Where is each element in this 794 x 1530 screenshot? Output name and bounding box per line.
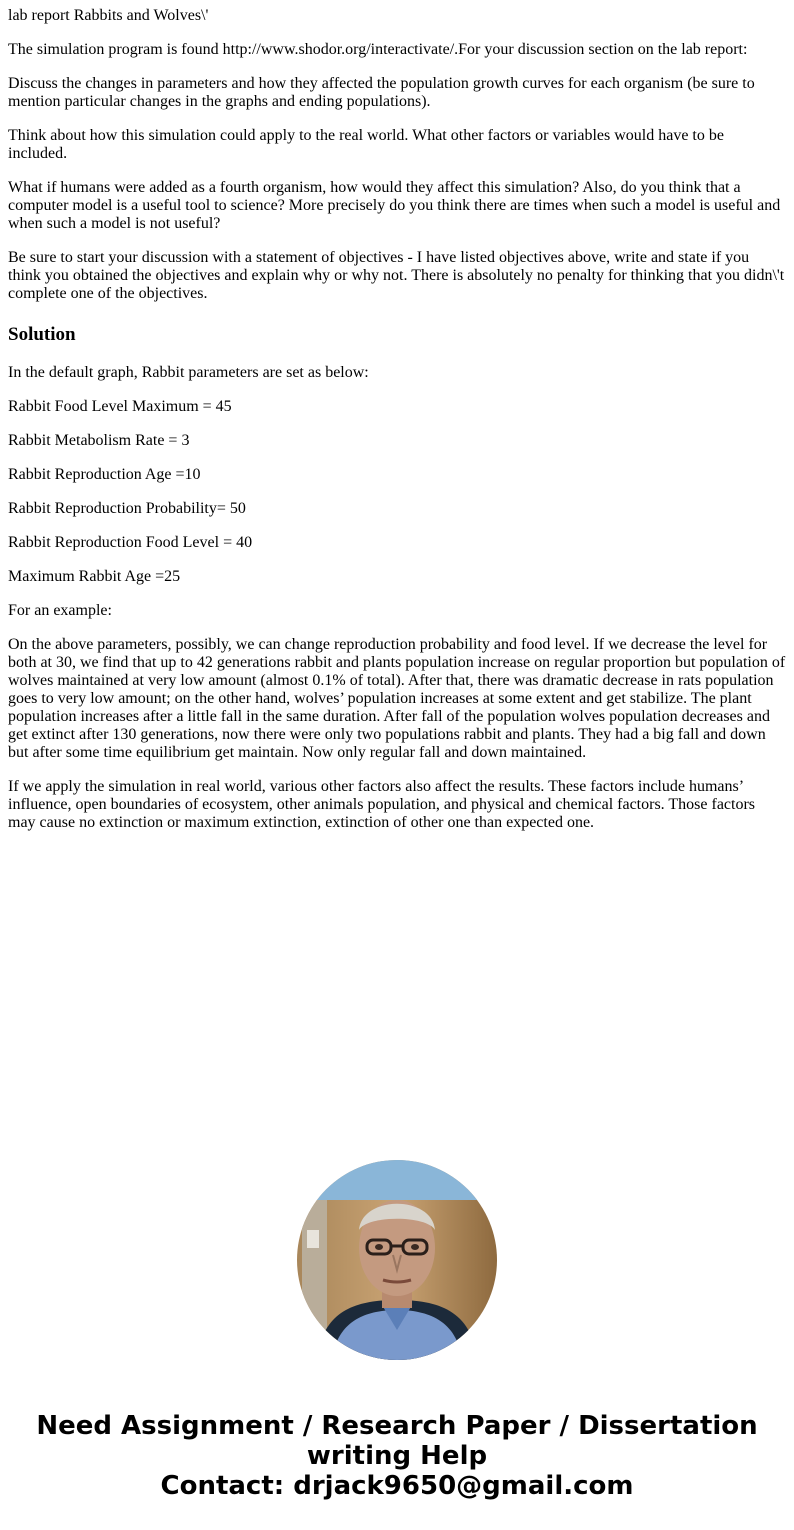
- promo-line-2: writing Help: [306, 1441, 488, 1471]
- solution-paragraph: If we apply the simulation in real world, various other factors also affect the results. These factors include humans’ influence, open boundaries of ecosystem, other animals population, and physical and chemical factors. Those factors may cause no extinction or maximum extinction, extinction of other one than expected one.: [8, 778, 756, 831]
- parameter-item: Rabbit Reproduction Food Level = 40: [8, 534, 253, 551]
- parameter-item: Rabbit Reproduction Probability= 50: [8, 500, 246, 517]
- question-title: lab report Rabbits and Wolves\': [8, 7, 209, 24]
- question-paragraph: Discuss the changes in parameters and how they affected the population growth curves for each organism (be sure to mention particular changes in the graphs and ending populations).: [8, 75, 755, 110]
- promo-line-1: Need Assignment / Research Paper / Dissertation: [36, 1411, 758, 1441]
- solution-intro: In the default graph, Rabbit parameters are set as below:: [8, 364, 369, 381]
- solution-paragraph: On the above parameters, possibly, we can change reproduction probability and food level. If we decrease the level for both at 30, we find that up to 42 generations rabbit and plants population increase on regular proportion but population of wolves maintained at very low amount (almost 0.1% of total). After that, there was dramatic decrease in rats population goes to very low amount; on the other hand, wolves’ population increases at some extent and get stabilize. The plant population increases after a little fall in the same duration. After fall of the population wolves population decreases and get extinct after 130 generations, now there were only two populations rabbit and plants. They had a big fall and down but after some time equilibrium get maintain. Now only regular fall and down maintained.: [8, 636, 786, 761]
- question-paragraph: The simulation program is found http://www.shodor.org/interactivate/.For your discussion section on the lab report:: [8, 41, 748, 58]
- parameter-item: Rabbit Metabolism Rate = 3: [8, 432, 190, 449]
- parameter-item: Rabbit Reproduction Age =10: [8, 466, 201, 483]
- promo-contact: Contact: drjack9650@gmail.com: [160, 1471, 634, 1501]
- tutor-avatar: [297, 1160, 497, 1360]
- promo-banner: [0, 1411, 794, 1501]
- document-body: [0, 7, 794, 832]
- question-paragraph: What if humans were added as a fourth organism, how would they affect this simulation? Also, do you think that a computer model is a useful tool to science? More precisely do you think there are times when such a model is useful and when such a model is not useful?: [8, 179, 781, 232]
- question-paragraph: Think about how this simulation could apply to the real world. What other factors or variables would have to be included.: [8, 127, 724, 162]
- solution-heading: Solution: [8, 324, 76, 345]
- example-label: For an example:: [8, 602, 112, 619]
- parameter-item: Rabbit Food Level Maximum = 45: [8, 398, 232, 415]
- avatar-photo-icon: [297, 1160, 497, 1360]
- parameter-item: Maximum Rabbit Age =25: [8, 568, 181, 585]
- question-paragraph: Be sure to start your discussion with a statement of objectives - I have listed objectives above, write and state if you think you obtained the objectives and explain why or why not. There is absolutely no penalty for thinking that you didn\'t complete one of the objectives.: [8, 249, 785, 302]
